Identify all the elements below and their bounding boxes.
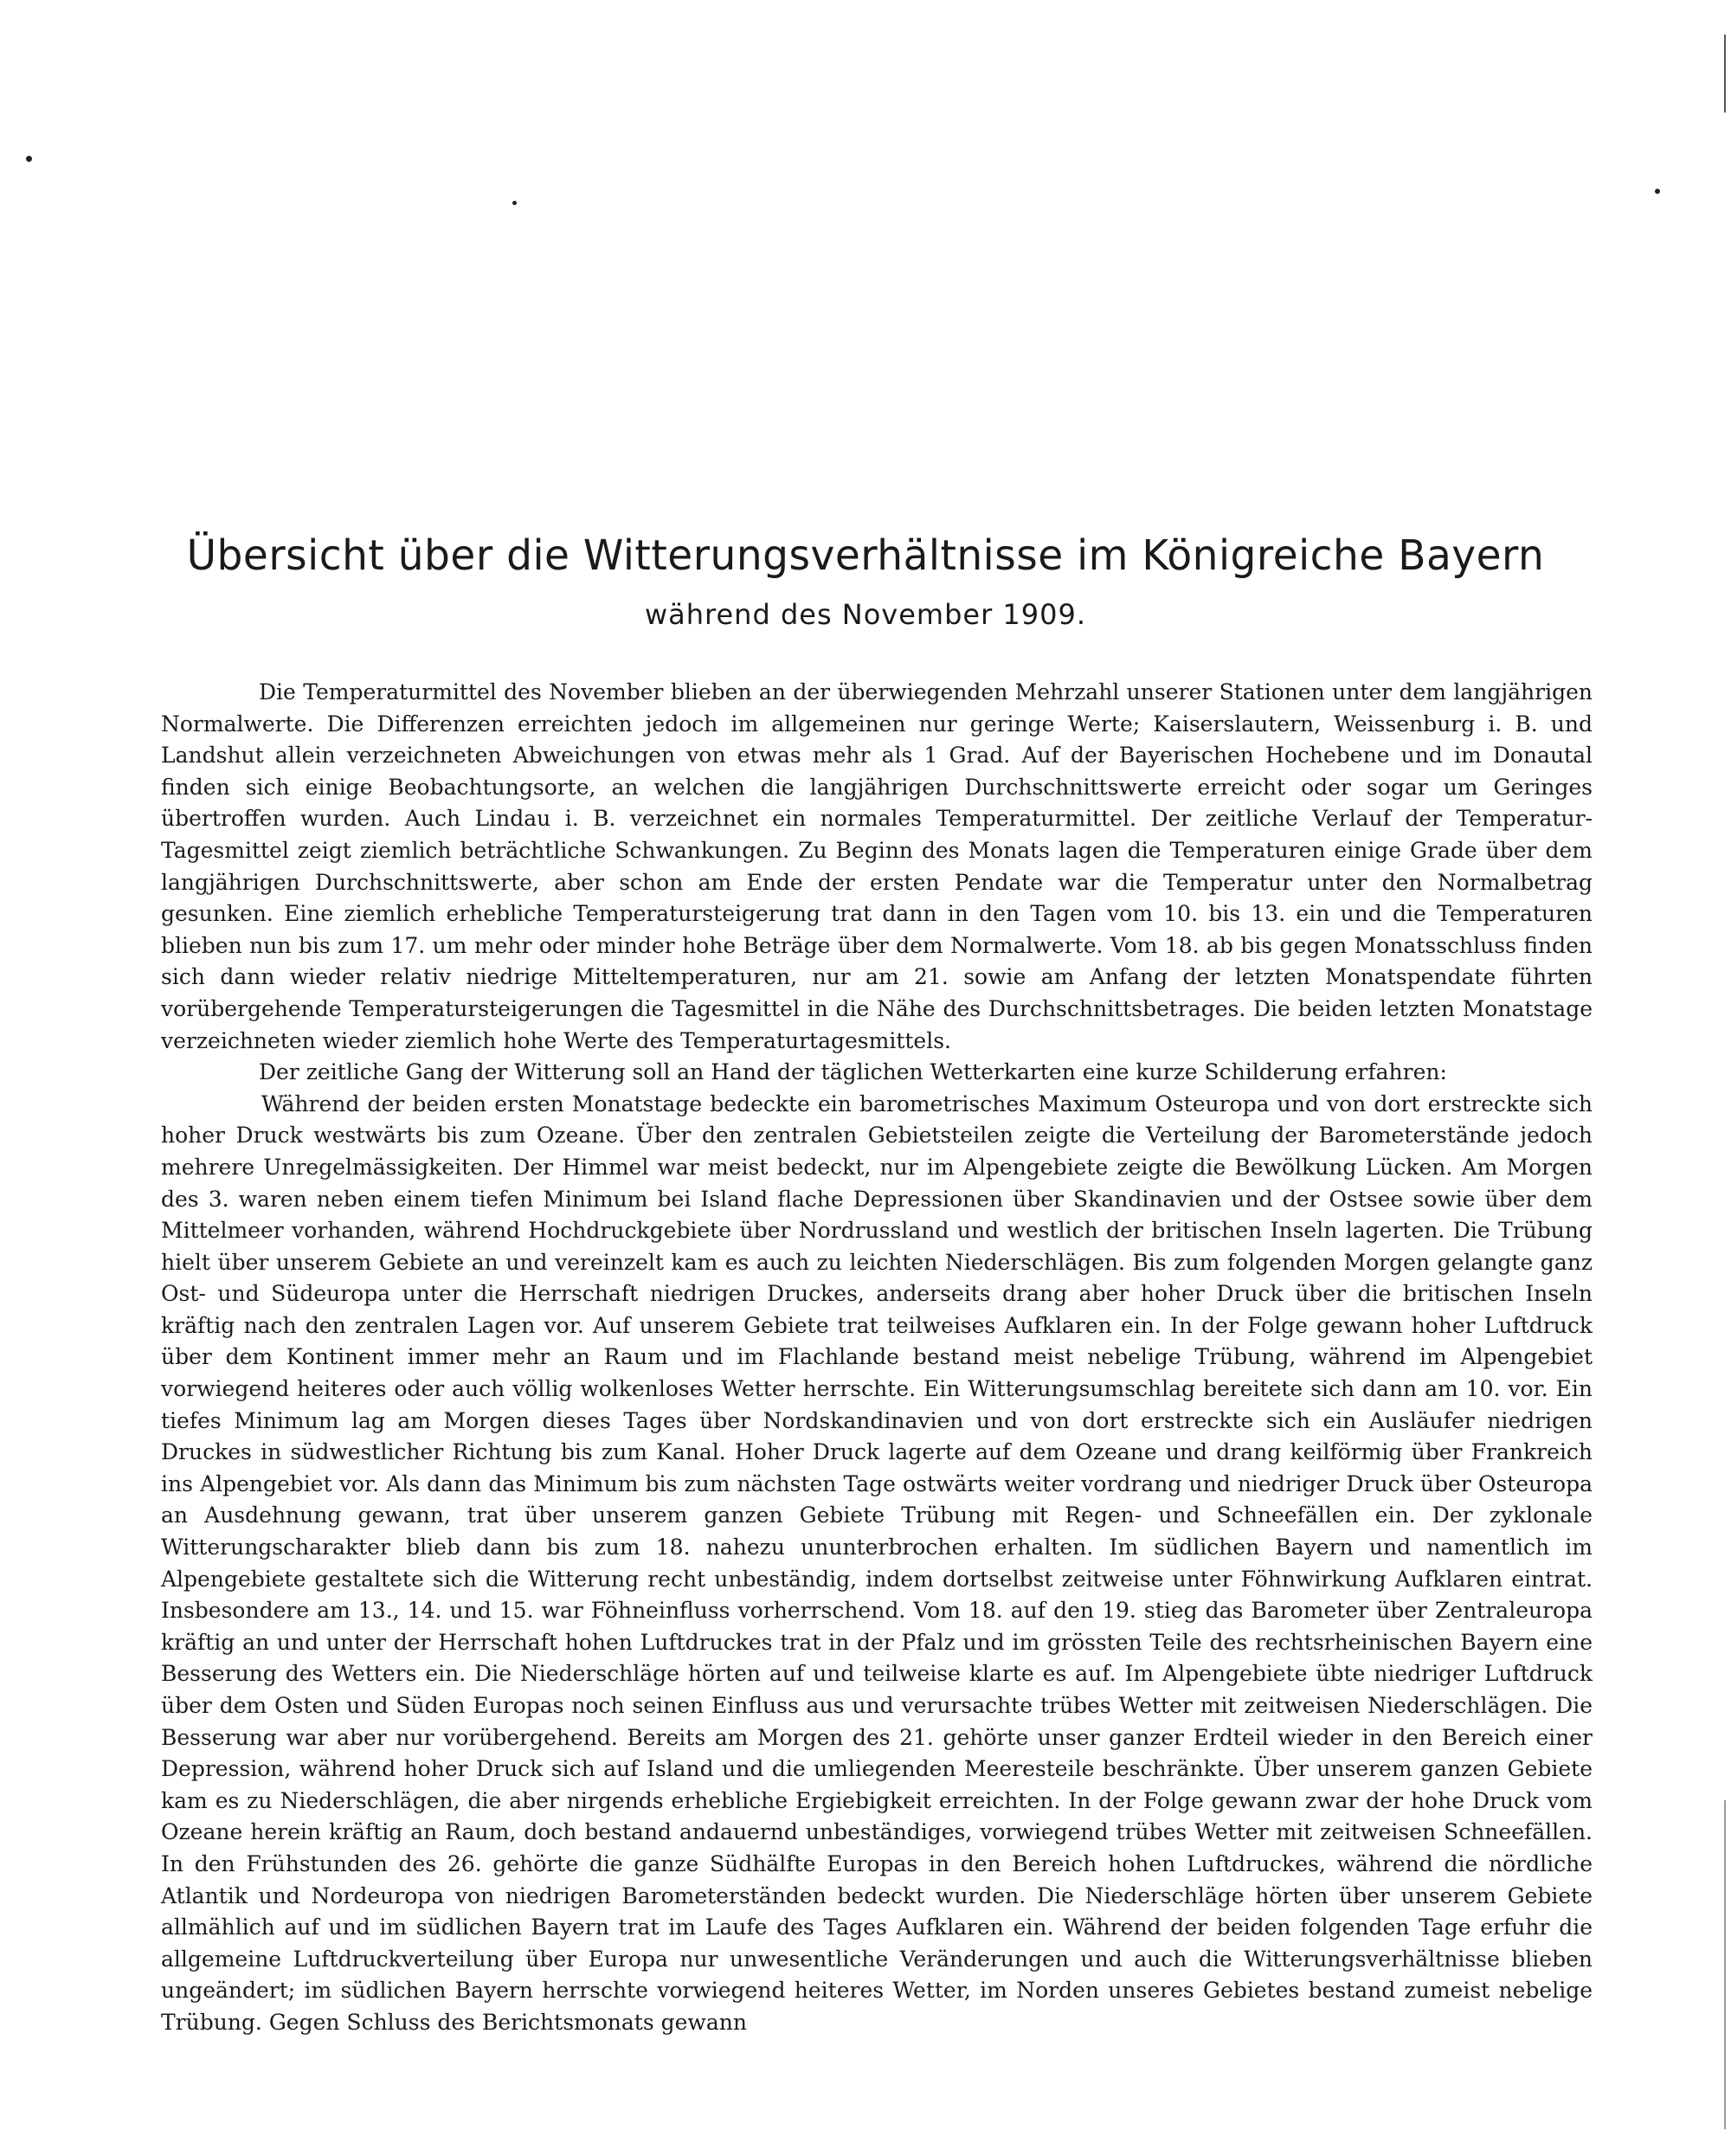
scan-edge-line-bottom <box>1724 1800 1726 2129</box>
paragraph-weather-course: Während der beiden ersten Monatstage bedeckte ein barometrisches Maximum Osteuropa und von dort erstreckte sich hoher Druck westwärts bis zum Ozeane. Über den zentralen Gebietsteilen zeigte die Verteilung der Barometerstände jedoch mehrere Unregelmässigkeiten. Der Himmel war meist bedeckt, nur im Alpengebiete zeigte die Bewölkung Lücken. Am Morgen des 3. waren neben einem tiefen Minimum bei Island flache Depressionen über Skandinavien und der Ostsee sowie über dem Mittelmeer vorhanden, während Hochdruckgebiete über Nordrussland und westlich der britischen Inseln lagerten. Die Trübung hielt über unserem Gebiete an und vereinzelt kam es auch zu leichten Niederschlägen. Bis zum folgenden Morgen gelangte ganz Ost- und Südeuropa unter die Herrschaft niedrigen Druckes, anderseits drang aber hoher Druck über die britischen Inseln kräftig nach den zentralen Lagen vor. Auf unserem Gebiete trat teilweises Aufklaren ein. In der Folge gewann hoher Luftdruck über dem Kontinent immer mehr an Raum und im Flachlande bestand meist nebelige Trübung, während im Alpengebiet vorwiegend heiteres oder auch völlig wolkenloses Wetter herrschte. Ein Witterungsumschlag bereitete sich dann am 10. vor. Ein tiefes Minimum lag am Morgen dieses Tages über Nordskandinavien und von dort erstreckte sich ein Ausläufer niedrigen Druckes in südwestlicher Richtung bis zum Kanal. Hoher Druck lagerte auf dem Ozeane und drang keilförmig über Frankreich ins Alpengebiet vor. Als dann das Minimum bis zum nächsten Tage ostwärts weiter vordrang und niedriger Druck über Osteuropa an Ausdehnung gewann, trat über unserem ganzen Gebiete Trübung mit Regen- und Schneefällen ein. Der zyklonale Witterungscharakter blieb dann bis zum 18. nahezu ununterbrochen erhalten. Im südlichen Bayern und namentlich im Alpengebiete gestaltete sich die Witterung recht unbeständig, indem dortselbst zeitweise unter Föhnwirkung Aufklaren eintrat. Insbesondere am 13., 14. und 15. war Föhneinfluss vorherrschend. Vom 18. auf den 19. stieg das Barometer über Zentraleuropa kräftig an und unter der Herrschaft hohen Luftdruckes trat in der Pfalz und im grössten Teile des rechtsrheinischen Bayern eine Besserung des Wetters ein. Die Niederschläge hörten auf und teilweise klarte es auf. Im Alpengebiete übte niedriger Luftdruck über dem Osten und Süden Europas noch seinen Einfluss aus und verursachte trübes Wetter mit zeitweisen Niederschlägen. Die Besserung war aber nur vorübergehend. Bereits am Morgen des 21. gehörte unser ganzer Erdteil wieder in den Bereich einer Depression, während hoher Druck sich auf Island und die umliegenden Meeresteile beschränkte. Über unserem ganzen Gebiete kam es zu Niederschlägen, die aber nirgends erhebliche Ergiebigkeit erreichten. In der Folge gewann zwar der hohe Druck vom Ozeane herein kräftig an Raum, doch bestand andauernd unbeständiges, vorwiegend trübes Wetter mit zeitweisen Schneefällen. In den Frühstunden des 26. gehörte die ganze Südhälfte Europas in den Bereich hohen Luftdruckes, während die nördliche Atlantik und Nordeuropa von niedrigen Barometerständen bedeckt wurden. Die Niederschläge hörten über unserem Gebiete allmählich auf und im südlichen Bayern trat im Laufe des Tages Aufklaren ein. Während der beiden folgenden Tage erfuhr die allgemeine Luftdruckverteilung über Europa nur unwesentliche Veränderungen und auch die Witterungsverhältnisse blieben ungeändert; im südlichen Bayern herrschte vorwiegend heiteres Wetter, im Norden unseres Gebietes bestand zumeist nebelige Trübung. Gegen Schluss des Berichtsmonats gewann <box>161 1091 1593 2035</box>
paragraph-intro-weather: Der zeitliche Gang der Witterung soll an Hand der täglichen Wetterkarten eine kurze Schilderung erfahren: <box>259 1059 1447 1085</box>
page-title: Übersicht über die Witterungsverhältnisse im Königreiche Bayern <box>186 531 1545 580</box>
scan-speck-right <box>1655 189 1660 194</box>
paragraph-temperature: Die Temperaturmittel des November blieben an der überwiegenden Mehrzahl unserer Stationen unter dem langjährigen Normalwerte. Die Differenzen erreichten jedoch im allgemeinen nur geringe Werte; Kaiserslautern, Weissenburg i. B. und Landshut allein verzeichneten Abweichungen von etwas mehr als 1 Grad. Auf der Bayerischen Hochebene und im Donautal finden sich einige Beobachtungsorte, an welchen die langjährigen Durchschnittswerte erreicht oder sogar um Geringes übertroffen wurden. Auch Lindau i. B. verzeichnet ein normales Temperaturmittel. Der zeitliche Verlauf der Temperatur-Tagesmittel zeigt ziemlich beträchtliche Schwankungen. Zu Beginn des Monats lagen die Temperaturen einige Grade über dem langjährigen Durchschnittswerte, aber schon am Ende der ersten Pendate war die Temperatur unter den Normalbetrag gesunken. Eine ziemlich erhebliche Temperatursteigerung trat dann in den Tagen vom 10. bis 13. ein und die Temperaturen blieben nun bis zum 17. um mehr oder minder hohe Beträge über dem Normalwerte. Vom 18. ab bis gegen Monatsschluss finden sich dann wieder relativ niedrige Mitteltemperaturen, nur am 21. sowie am Anfang der letzten Monatspendate führten vorübergehende Temperatursteigerungen die Tagesmittel in die Nähe des Durchschnittsbetrages. Die beiden letzten Monatstage verzeichneten wieder ziemlich hohe Werte des Temperaturtagesmittels. <box>161 679 1593 1053</box>
body-text <box>161 677 1593 2039</box>
scan-speck-left <box>26 156 32 162</box>
page-subtitle: während des November 1909. <box>644 598 1087 631</box>
scan-edge-line-top <box>1724 35 1726 113</box>
scan-speck-top <box>512 201 517 205</box>
